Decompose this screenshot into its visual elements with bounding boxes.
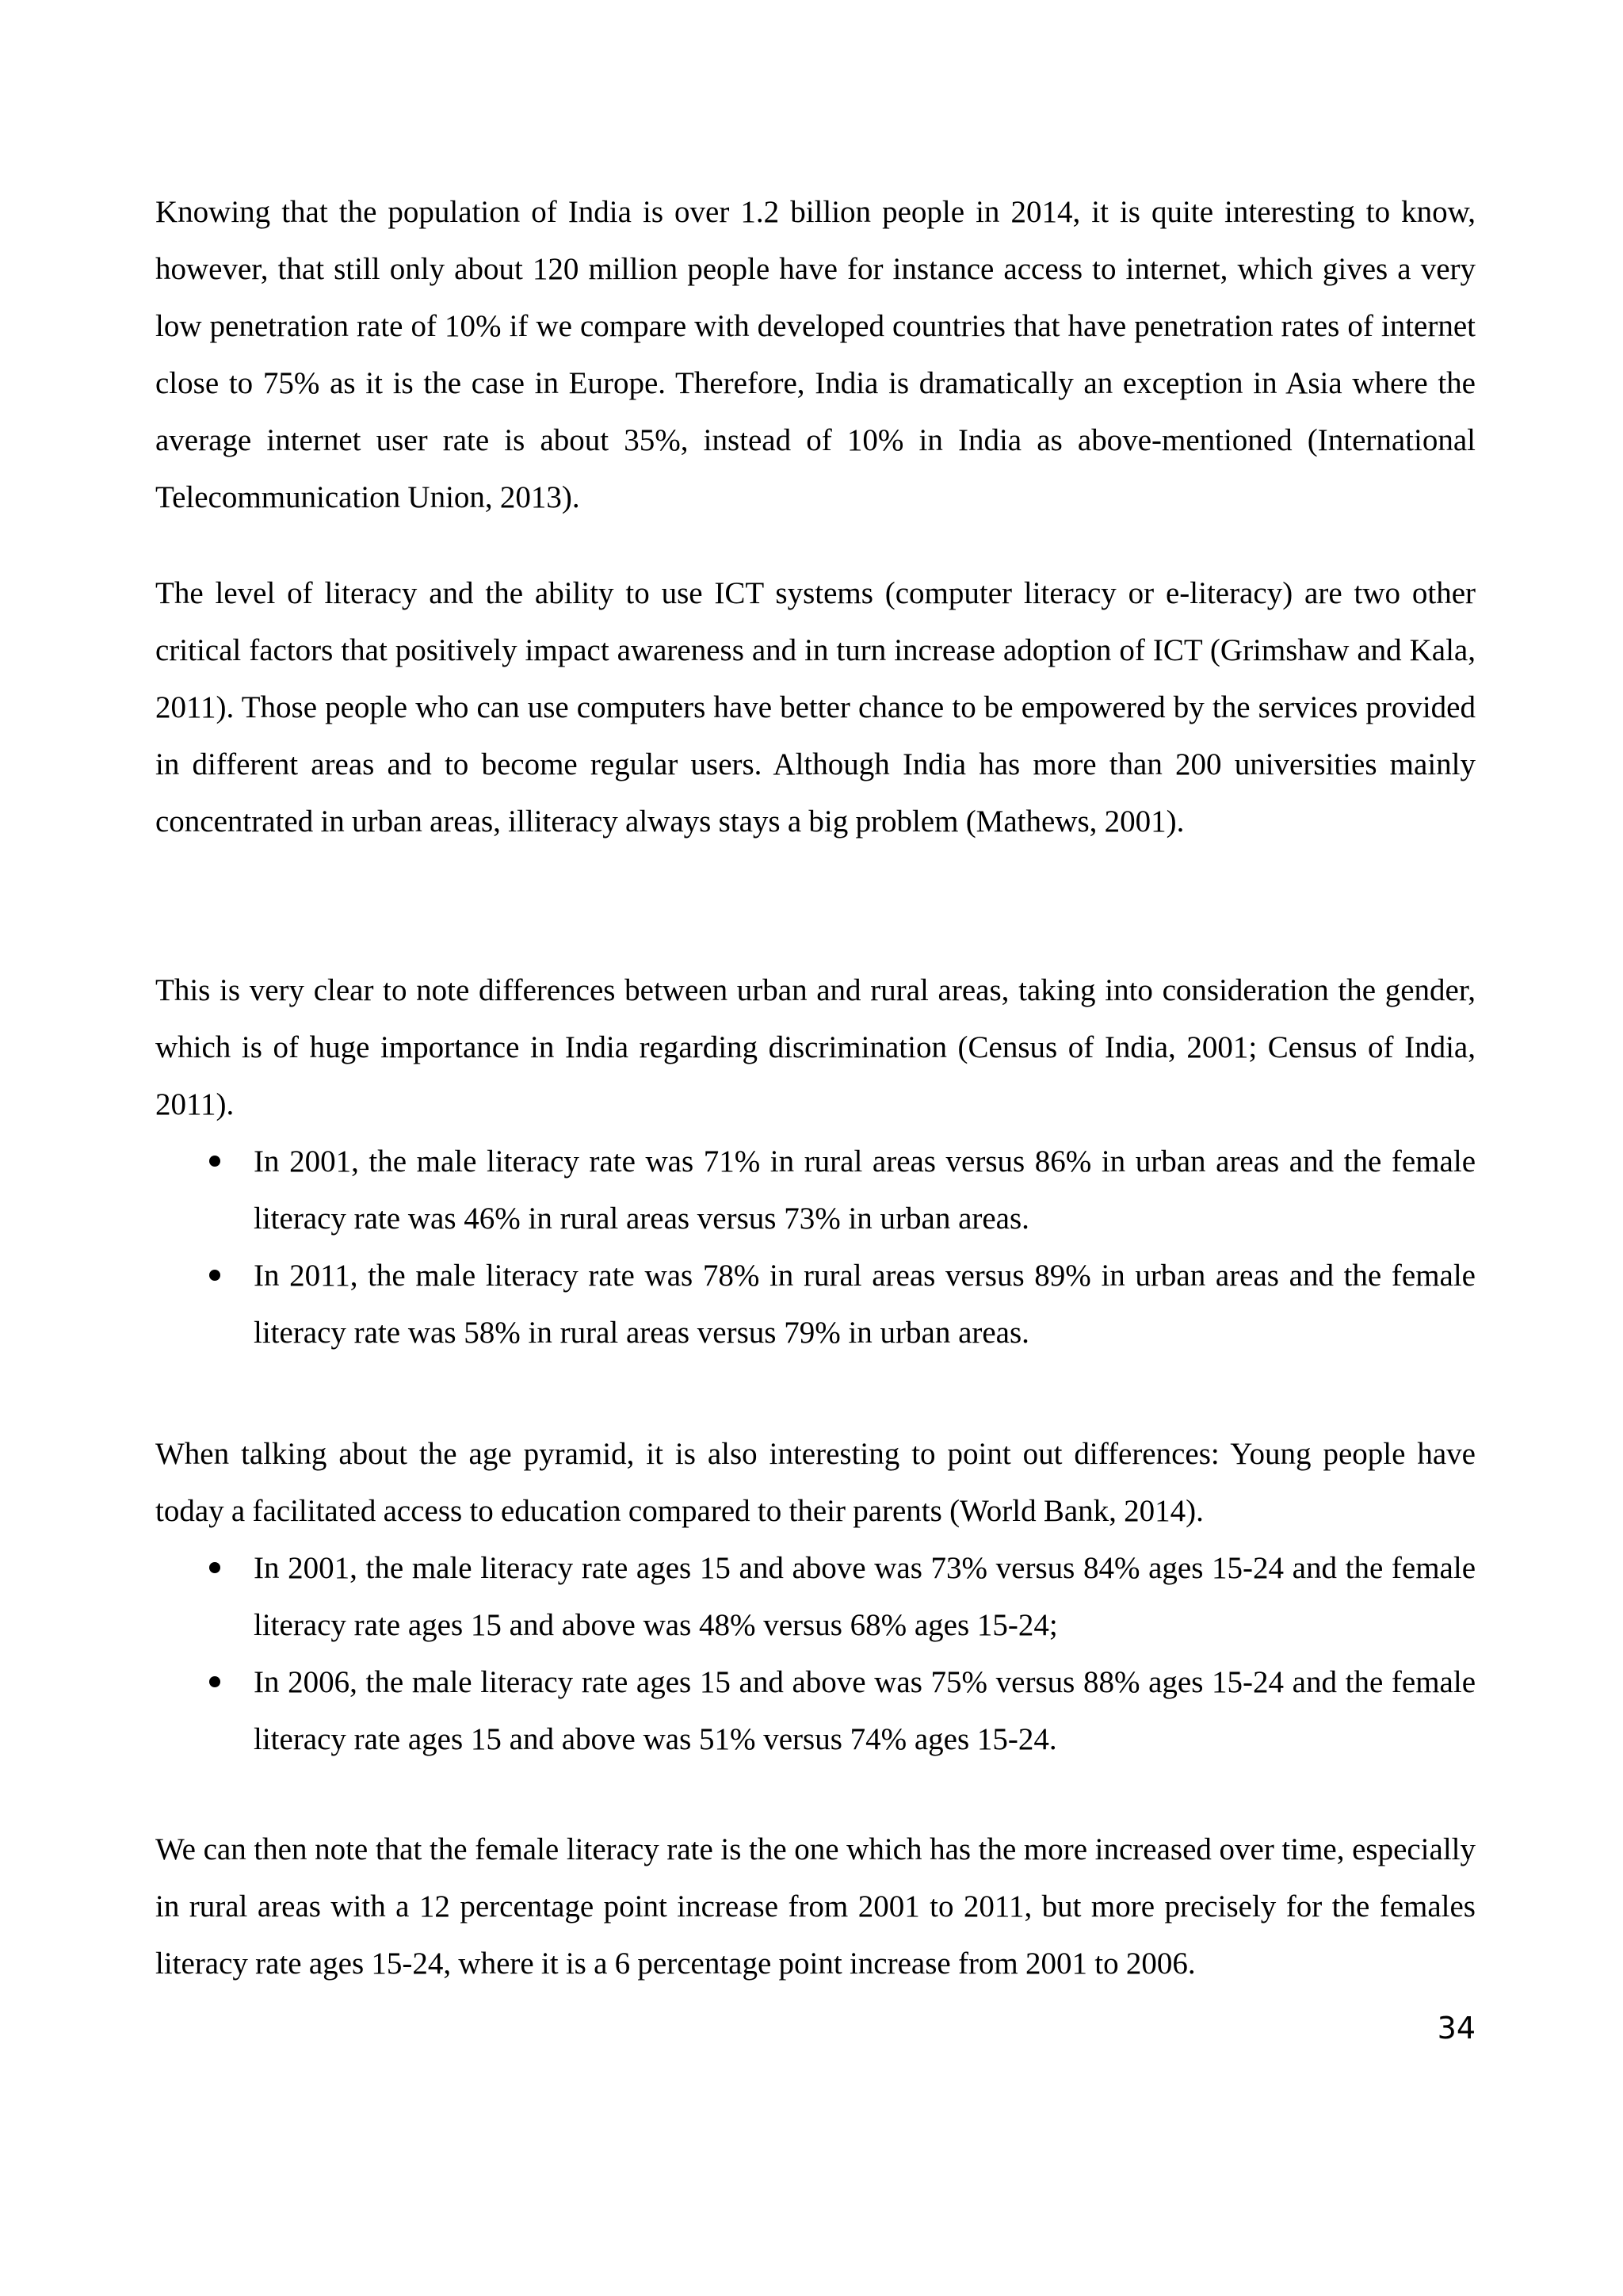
census-bullet-list (155, 1133, 1476, 1362)
list-item-text: In 2006, the male literacy rate ages 15 and above was 75% versus 88% ages 15-24 and the female literacy rate ages 15 and above was 51% versus 74% ages 15-24. (254, 1665, 1476, 1756)
paragraph-text: When talking about the age pyramid, it is also interesting to point out differences: Young people have today a facilitated access to education compared to their parents (World Bank, 2014). (155, 1437, 1476, 1528)
list-item-text: In 2011, the male literacy rate was 78% in rural areas versus 89% in urban areas and the female literacy rate was 58% in rural areas versus 79% in urban areas. (254, 1259, 1476, 1350)
paragraph-text: The level of literacy and the ability to use ICT systems (computer literacy or e-literacy) are two other critical factors that positively impact awareness and in turn increase adoption of ICT (Grimshaw and Kala, 2011). Those people who can use computers have better chance to be empowered by the services provided in different areas and to become regular users. Although India has more than 200 universities mainly concentrated in urban areas, illiteracy always stays a big problem (Mathews, 2001). (155, 576, 1476, 839)
list-item-text: In 2001, the male literacy rate was 71% in rural areas versus 86% in urban areas and the female literacy rate was 46% in rural areas versus 73% in urban areas. (254, 1144, 1476, 1236)
paragraph-text: We can then note that the female literacy rate is the one which has the more increased over time, especially in rural areas with a 12 percentage point increase from 2001 to 2011, but more precisely for the females literacy rate ages 15-24, where it is a 6 percentage point increase from 2001 to 2006. (155, 1832, 1476, 1981)
bullet-icon (209, 1676, 220, 1687)
list-item-text: In 2001, the male literacy rate ages 15 and above was 73% versus 84% ages 15-24 and the female literacy rate ages 15 and above was 48% versus 68% ages 15-24; (254, 1551, 1476, 1642)
list-item (155, 1133, 1476, 1247)
age-bullet-list (155, 1540, 1476, 1768)
paragraph-internet-penetration (155, 184, 1476, 526)
paragraph-text: Knowing that the population of India is over 1.2 billion people in 2014, it is quite interesting to know, however, that still only about 120 million people have for instance access to internet, which gives a very low penetration rate of 10% if we compare with developed countries that have penetration rates of internet close to 75% as it is the case in Europe. Therefore, India is dramatically an exception in Asia where the average internet user rate is about 35%, instead of 10% in India as above-mentioned (International Telecommunication Union, 2013). (155, 195, 1476, 514)
paragraph-literacy-ict (155, 565, 1476, 850)
bullet-icon (209, 1156, 220, 1167)
list-item (155, 1540, 1476, 1654)
section-urban-rural-literacy (155, 962, 1476, 1362)
bullet-icon (209, 1562, 220, 1573)
paragraph-conclusion (155, 1821, 1476, 1992)
paragraph-text: This is very clear to note differences between urban and rural areas, taking into consideration the gender, which is of huge importance in India regarding discrimination (Census of India, 2001; Census of India, 2011). (155, 973, 1476, 1121)
bullet-icon (209, 1270, 220, 1281)
list-item (155, 1654, 1476, 1768)
section-age-pyramid (155, 1426, 1476, 1768)
list-item (155, 1247, 1476, 1362)
page-number: 34 (1437, 2011, 1476, 2046)
